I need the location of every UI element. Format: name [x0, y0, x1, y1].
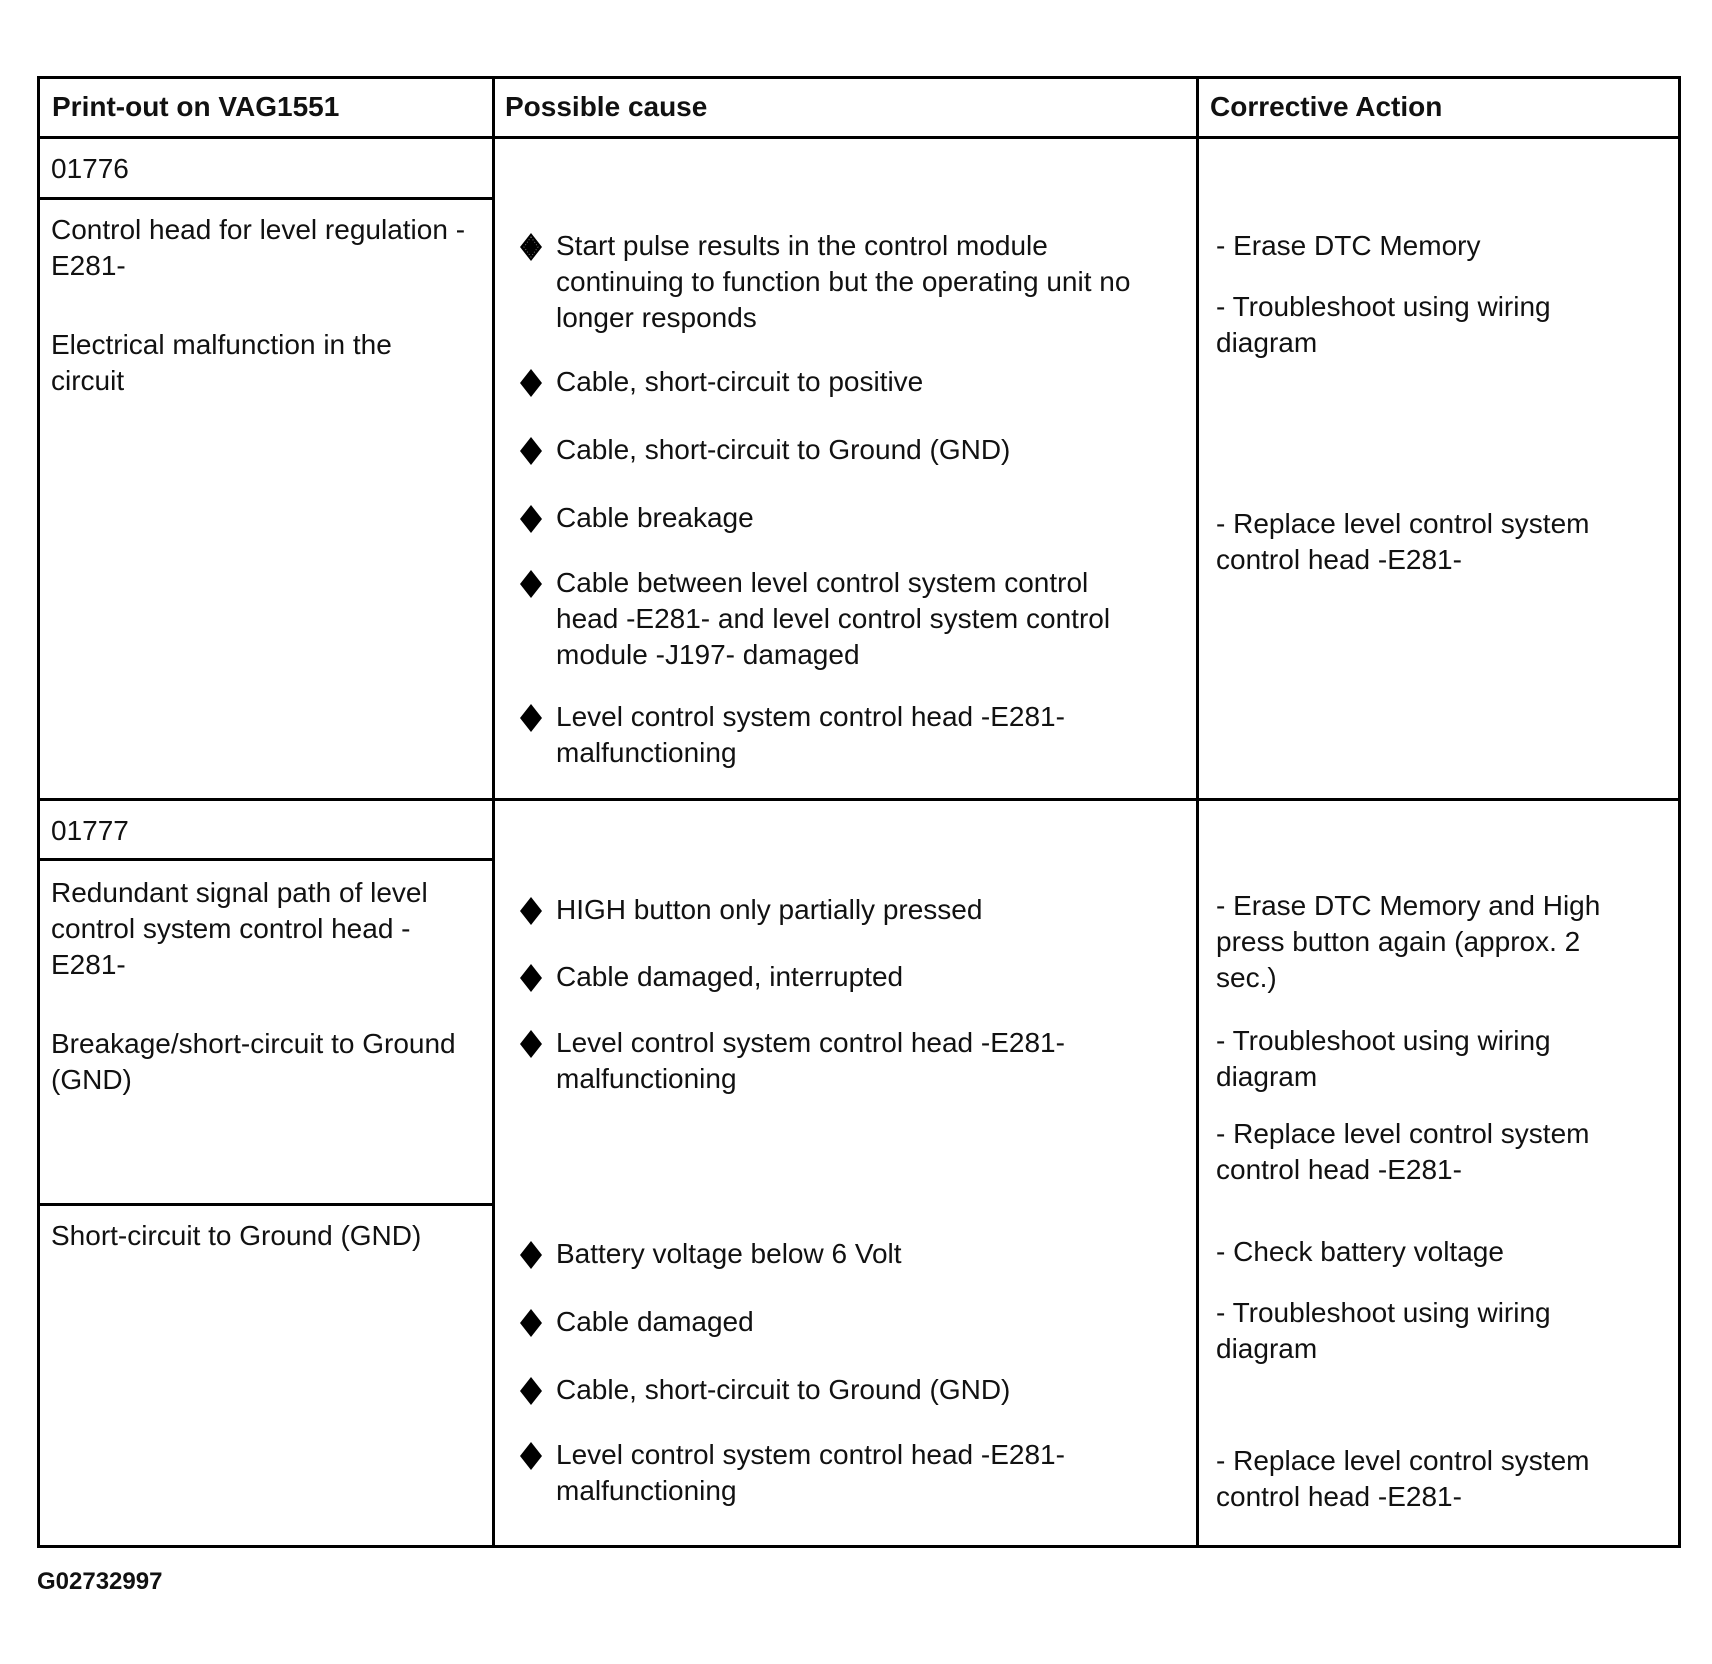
cause-text: Start pulse results in the control module continuing to function but the operating unit no longer responds — [556, 230, 1131, 333]
diamond-bullet-icon — [516, 1029, 546, 1059]
cause-text: Cable, short-circuit to positive — [556, 366, 924, 397]
column-divider-1 — [492, 76, 495, 1548]
diamond-bullet-icon — [516, 963, 546, 993]
row-divider-1 — [37, 798, 1681, 801]
cause-text: Level control system control head -E281- malfunctioning — [556, 1027, 1065, 1094]
row3-action-2: - Troubleshoot using wiring diagram — [1216, 1297, 1551, 1364]
diamond-bullet-icon — [516, 1441, 546, 1471]
header-possible-cause: Possible cause — [505, 91, 708, 122]
diamond-bullet-icon — [516, 1240, 546, 1270]
header-printout: Print-out on VAG1551 — [52, 91, 340, 122]
diamond-bullet-icon — [516, 232, 546, 262]
cause-text: Cable, short-circuit to Ground (GND) — [556, 1374, 1011, 1405]
row2-description: Redundant signal path of level control system control head - E281- — [51, 877, 428, 980]
row1-code-divider — [37, 197, 495, 200]
row2-action-1: - Erase DTC Memory and High press button again (approx. 2 sec.) — [1216, 890, 1601, 993]
diamond-bullet-icon — [516, 436, 546, 466]
column-divider-2 — [1196, 76, 1199, 1548]
diamond-bullet-icon — [516, 504, 546, 534]
row2-action-3: - Replace level control system control head -E281- — [1216, 1118, 1590, 1185]
row1-action-1: - Erase DTC Memory — [1216, 230, 1481, 261]
cause-text: Cable damaged — [556, 1306, 754, 1337]
row1-action-2: - Troubleshoot using wiring diagram — [1216, 291, 1551, 358]
diamond-bullet-icon — [516, 368, 546, 398]
diamond-bullet-icon — [516, 1308, 546, 1338]
table-border-right — [1678, 76, 1681, 1548]
row2-action-2: - Troubleshoot using wiring diagram — [1216, 1025, 1551, 1092]
cause-text: Level control system control head -E281- malfunctioning — [556, 701, 1065, 768]
row2-fault-type: Breakage/short-circuit to Ground (GND) — [51, 1028, 456, 1095]
cause-text: Cable damaged, interrupted — [556, 961, 904, 992]
figure-id: G02732997 — [37, 1568, 163, 1595]
table-border-left — [37, 76, 40, 1548]
diamond-bullet-icon — [516, 703, 546, 733]
row1-description: Control head for level regulation - E281- — [51, 214, 466, 281]
row2-dtc-code: 01777 — [51, 815, 129, 846]
cause-text: HIGH button only partially pressed — [556, 894, 983, 925]
row-divider-2 — [37, 1203, 495, 1206]
cause-text: Cable breakage — [556, 502, 754, 533]
cause-text: Battery voltage below 6 Volt — [556, 1238, 902, 1269]
row1-fault-type: Electrical malfunction in the circuit — [51, 329, 392, 396]
cause-text: Cable, short-circuit to Ground (GND) — [556, 434, 1011, 465]
row1-dtc-code: 01776 — [51, 153, 129, 184]
cause-text: Cable between level control system control head -E281- and level control system control module -J197- damaged — [556, 567, 1111, 670]
row2-code-divider — [37, 858, 495, 861]
cause-text: Level control system control head -E281- malfunctioning — [556, 1439, 1065, 1506]
header-divider — [37, 136, 1681, 139]
row1-action-3: - Replace level control system control head -E281- — [1216, 508, 1590, 575]
row3-action-3: - Replace level control system control head -E281- — [1216, 1445, 1590, 1512]
diamond-bullet-icon — [516, 1376, 546, 1406]
row3-action-1: - Check battery voltage — [1216, 1236, 1504, 1267]
header-corrective-action: Corrective Action — [1210, 91, 1443, 122]
diamond-bullet-icon — [516, 896, 546, 926]
table-border-bottom — [37, 1545, 1681, 1548]
diamond-bullet-icon — [516, 569, 546, 599]
row3-fault-type: Short-circuit to Ground (GND) — [51, 1220, 422, 1251]
table-border-top — [37, 76, 1681, 79]
